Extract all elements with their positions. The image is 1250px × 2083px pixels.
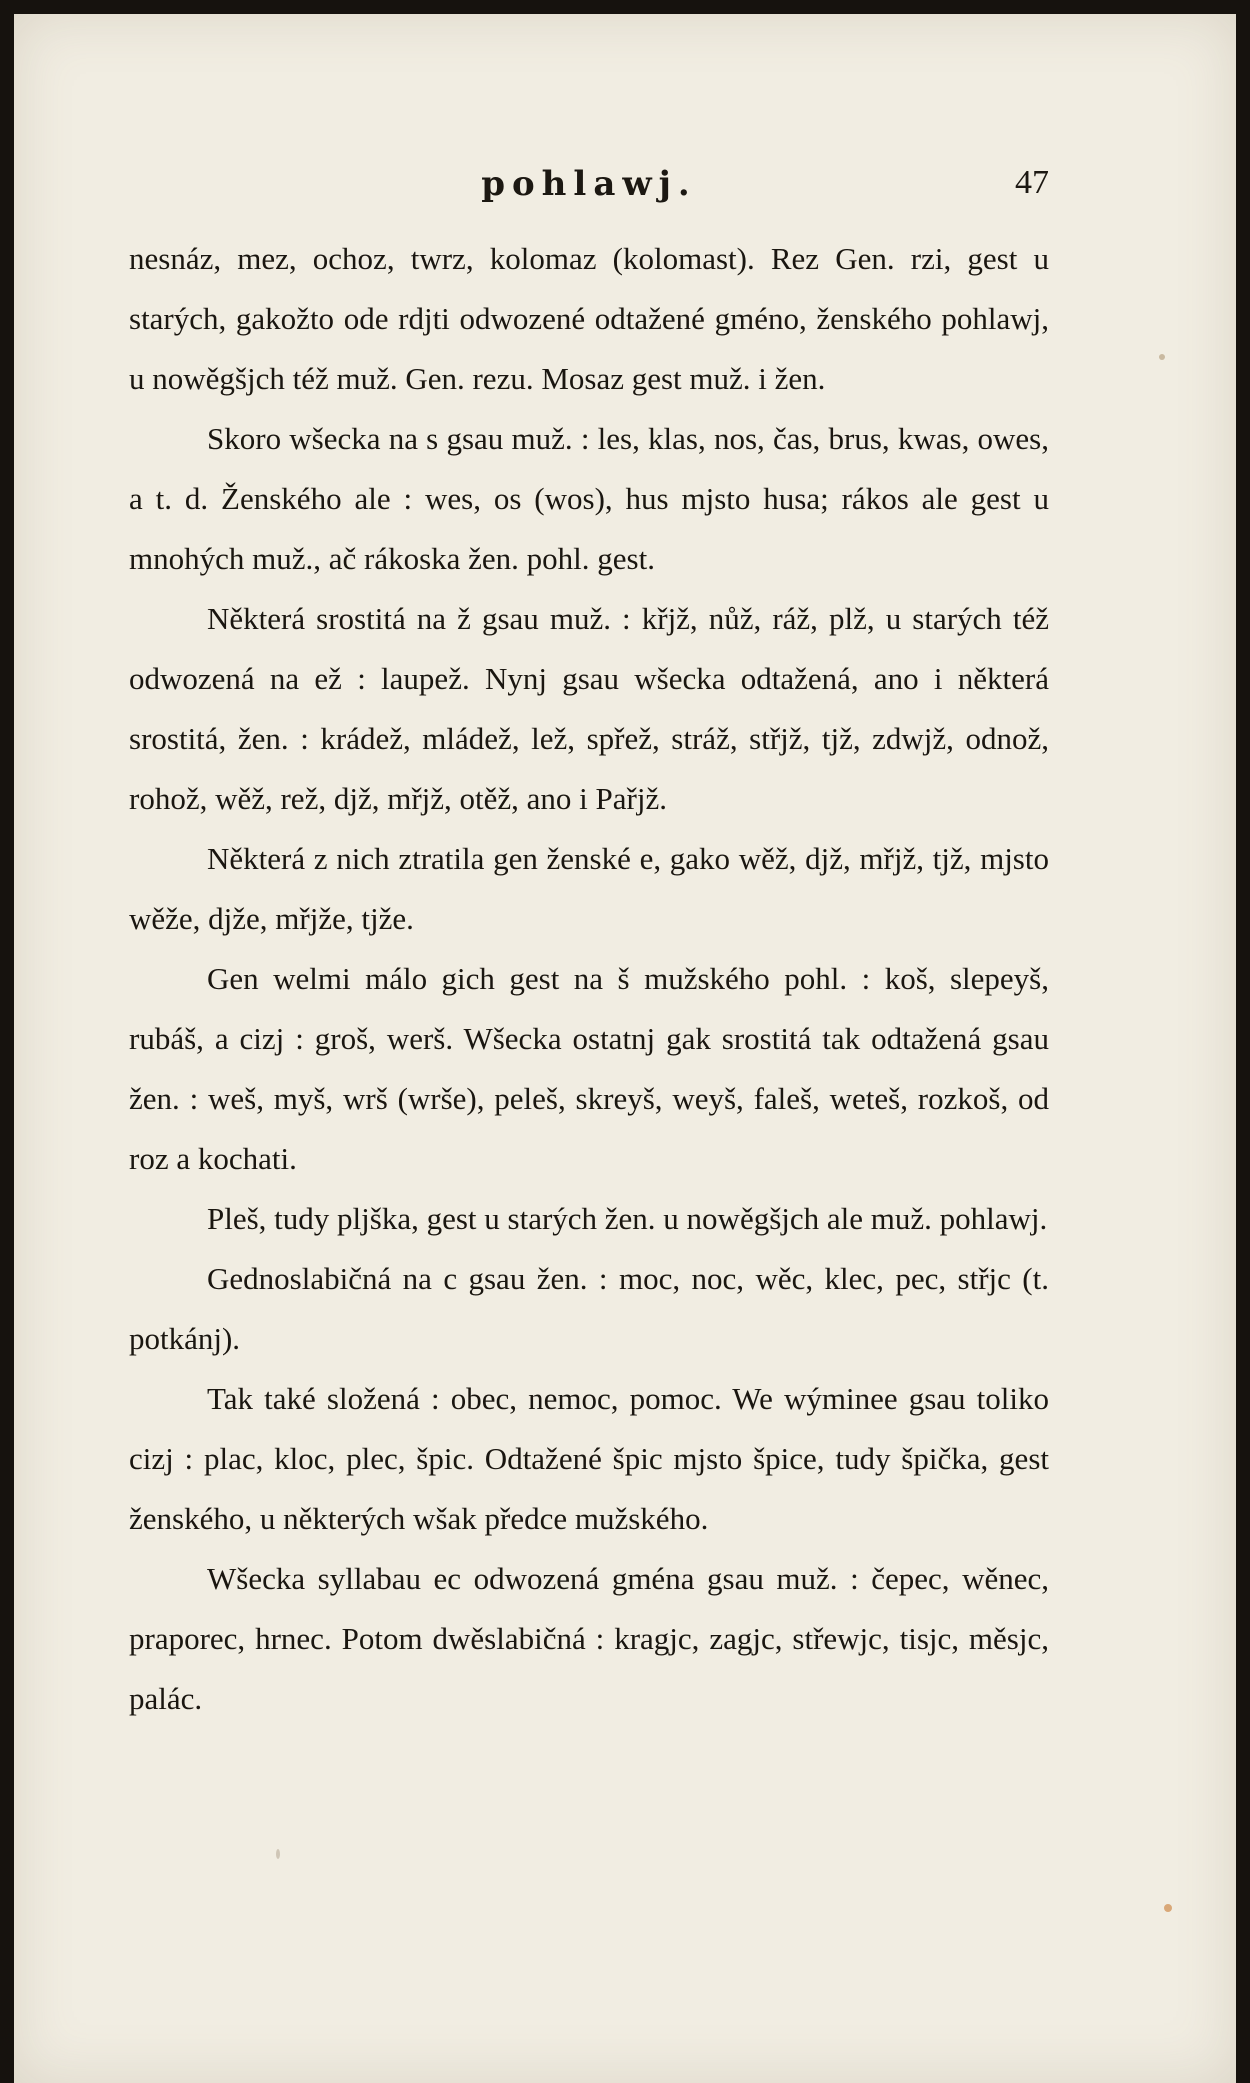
- page-header: [129, 164, 1049, 214]
- paper-speck: [1159, 354, 1165, 360]
- body-text: [129, 229, 1049, 1729]
- paragraph: Gen welmi málo gich gest na š mužského pohl. : koš, slepeyš, rubáš, a cizj : groš, werš. Wšecka ostatnj gak srostitá tak odtažená gsau žen. : weš, myš, wrš (wrše), peleš, skreyš, weyš, faleš, weteš, rozkoš, od roz a kochati.: [129, 961, 1049, 1176]
- paragraph: Některá srostitá na ž gsau muž. : křjž, nůž, ráž, plž, u starých též odwozená na ež : laupež. Nynj gsau wšecka odtažená, ano i některá srostitá, žen. : krádež, mládež, lež, spřež, stráž, střjž, tjž, zdwjž, odnož, rohož, wěž, rež, djž, mřjž, otěž, ano i Pařjž.: [129, 601, 1049, 816]
- paragraph: Pleš, tudy pljška, gest u starých žen. u nowěgšjch ale muž. pohlawj.: [207, 1201, 1048, 1236]
- running-head: pohlawj.: [481, 164, 697, 204]
- paragraph: nesnáz, mez, ochoz, twrz, kolomaz (kolomast). Rez Gen. rzi, gest u starých, gakožto ode rdjti odwozené odtažené gméno, ženského pohlawj, u nowěgšjch též muž. Gen. rezu. Mosaz gest muž. i žen.: [129, 241, 1049, 396]
- paragraph: Některá z nich ztratila gen ženské e, gako wěž, djž, mřjž, tjž, mjsto wěže, djže, mřjže, tjže.: [129, 841, 1049, 936]
- paragraph: Tak také složená : obec, nemoc, pomoc. We wýminee gsau toliko cizj : plac, kloc, plec, špic. Odtažené špic mjsto špice, tudy špička, gest ženského, u některých wšak předce mužského.: [129, 1381, 1049, 1536]
- paper-speck: [1164, 1904, 1172, 1912]
- paragraph: Skoro wšecka na s gsau muž. : les, klas, nos, čas, brus, kwas, owes, a t. d. Ženského ale : wes, os (wos), hus mjsto husa; rákos ale gest u mnohých muž., ač rákoska žen. pohl. gest.: [129, 421, 1049, 576]
- page-number: 47: [1015, 164, 1049, 201]
- book-page: [14, 14, 1236, 2083]
- paper-speck: [276, 1849, 280, 1859]
- paragraph: Wšecka syllabau ec odwozená gména gsau muž. : čepec, wěnec, praporec, hrnec. Potom dwěslabičná : kragjc, zagjc, střewjc, tisjc, měsjc, palác.: [129, 1561, 1049, 1716]
- paragraph: Gednoslabičná na c gsau žen. : moc, noc, wěc, klec, pec, střjc (t. potkánj).: [129, 1261, 1049, 1356]
